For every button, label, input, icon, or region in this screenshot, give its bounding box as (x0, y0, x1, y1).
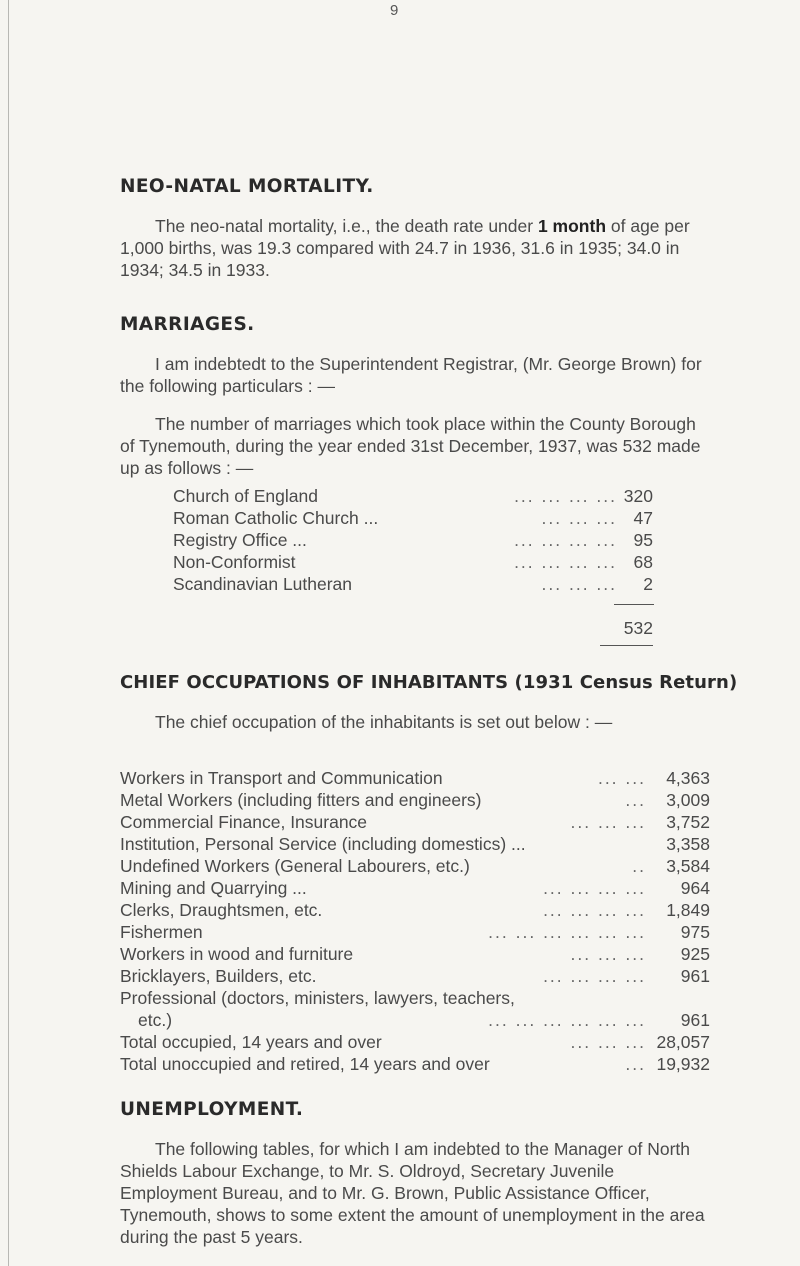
total-value: 28,057 (656, 1032, 710, 1052)
leader-dots: ... ... ... ... ... ... (488, 1010, 646, 1030)
occupation-label: Workers in wood and furniture (120, 944, 354, 964)
occupation-label: Workers in Transport and Communication (120, 768, 443, 788)
occupation-value: 4,363 (666, 768, 710, 788)
marriages-heading: MARRIAGES. (120, 314, 255, 335)
marriage-row (173, 530, 653, 551)
marriage-row (173, 486, 653, 507)
marriage-label: Roman Catholic Church ... (173, 508, 379, 528)
neonatal-text-2: of age per 1,000 births, was 19.3 compared with 24.7 in 1936, 31.6 in 1935; 34.0 in 1934; 34.5 in 1933. (120, 216, 690, 280)
occupation-row (120, 900, 710, 921)
leader-dots: ... ... ... (541, 508, 617, 528)
leader-dots: ... ... ... ... (543, 878, 646, 898)
marriage-total (600, 618, 653, 639)
leader-dots: ... ... ... ... (543, 966, 646, 986)
neonatal-text-1: The neo-natal mortality, i.e., the death rate under (155, 216, 538, 236)
occupation-value: 964 (680, 878, 710, 898)
occupations-heading: CHIEF OCCUPATIONS OF INHABITANTS (1931 Census Return) (120, 672, 738, 693)
marriage-label: Church of England (173, 486, 318, 506)
occupation-label: Mining and Quarrying ... (120, 878, 307, 898)
total-row (120, 1032, 710, 1053)
occupation-row (120, 922, 710, 943)
marriage-label: Registry Office ... (173, 530, 307, 550)
leader-dots: ... ... ... (541, 574, 617, 594)
occupation-label: Clerks, Draughtsmen, etc. (120, 900, 323, 920)
marriage-value: 68 (633, 552, 653, 572)
professional-label-line1: Professional (doctors, ministers, lawyers, teachers, (120, 988, 515, 1008)
marriage-value: 320 (623, 486, 653, 506)
occupation-value: 3,358 (666, 834, 710, 854)
marriage-label: Scandinavian Lutheran (173, 574, 353, 594)
occupation-value: 3,584 (666, 856, 710, 876)
occupation-row (120, 790, 710, 811)
occupation-row (120, 812, 710, 833)
occupation-row (120, 768, 710, 789)
occupation-label: Undefined Workers (General Labourers, etc.) (120, 856, 470, 876)
neonatal-heading: NEO-NATAL MORTALITY. (120, 176, 374, 197)
marriage-value: 2 (643, 574, 653, 594)
occupation-label: Fishermen (120, 922, 203, 942)
occupation-label: Bricklayers, Builders, etc. (120, 966, 317, 986)
leader-dots: ... ... ... ... (514, 530, 617, 550)
unemployment-heading: UNEMPLOYMENT. (120, 1099, 304, 1120)
leader-dots: ... ... ... ... ... ... (488, 922, 646, 942)
occupation-label: Commercial Finance, Insurance (120, 812, 368, 832)
occupation-row (120, 834, 710, 855)
neonatal-paragraph (120, 215, 710, 281)
marriages-paragraph: The number of marriages which took place within the County Borough of Tynemouth, during the year ended 31st December, 1937, was 532 made up as follows : — (120, 414, 701, 478)
total-label: Total unoccupied and retired, 14 years and over (120, 1054, 490, 1074)
occupation-value: 3,009 (666, 790, 710, 810)
total-label: Total occupied, 14 years and over (120, 1032, 382, 1052)
leader-dots: ... (625, 1054, 646, 1074)
marriage-total-value: 532 (623, 618, 653, 638)
unemployment-paragraph: The following tables, for which I am indebted to the Manager of North Shields Labour Exchange, to Mr. S. Oldroyd, Secretary Juvenile Employment Bureau, and to Mr. G. Brown, Public Assistance Officer, Tynemouth, shows to some extent the amount of unemployment in the area during the past 5 years. (120, 1139, 705, 1247)
sum-rule-top (614, 604, 654, 605)
leader-dots: ... ... ... (570, 1032, 646, 1052)
occupation-label: etc.) (138, 1010, 173, 1030)
occupation-label: Metal Workers (including fitters and engineers) (120, 790, 482, 810)
occupation-value: 961 (680, 1010, 710, 1030)
leader-dots: ... ... ... (570, 944, 646, 964)
occupation-row (120, 856, 710, 877)
marriage-value: 95 (633, 530, 653, 550)
marriage-row (173, 552, 653, 573)
occupation-row (120, 878, 710, 899)
marriage-row (173, 508, 653, 529)
leader-dots: .. (632, 856, 646, 876)
marriage-value: 47 (633, 508, 653, 528)
sum-rule-bottom (600, 645, 653, 646)
total-value: 19,932 (656, 1054, 710, 1074)
occupations-intro: The chief occupation of the inhabitants is set out below : — (155, 712, 613, 732)
page-number: 9 (390, 2, 399, 19)
total-row (120, 1054, 710, 1075)
leader-dots: ... ... ... ... (514, 486, 617, 506)
occupation-row (120, 944, 710, 965)
leader-dots: ... ... (597, 768, 646, 788)
occupation-row-professional (120, 1010, 710, 1031)
neonatal-bold-term: 1 month (537, 216, 607, 236)
occupation-value: 961 (680, 966, 710, 986)
occupation-value: 1,849 (666, 900, 710, 920)
leader-dots: ... (625, 790, 646, 810)
page-edge (8, 0, 9, 1266)
occupation-value: 3,752 (666, 812, 710, 832)
leader-dots: ... ... ... (570, 812, 646, 832)
leader-dots: ... ... ... ... (514, 552, 617, 572)
leader-dots: ... ... ... ... (543, 900, 646, 920)
occupation-value: 925 (680, 944, 710, 964)
occupation-label: Institution, Personal Service (including domestics) ... (120, 834, 526, 854)
occupation-row (120, 966, 710, 987)
marriage-row (173, 574, 653, 595)
marriage-label: Non-Conformist (173, 552, 296, 572)
marriages-intro: I am indebtedt to the Superintendent Registrar, (Mr. George Brown) for the following particulars : — (120, 354, 702, 396)
occupation-value: 975 (680, 922, 710, 942)
